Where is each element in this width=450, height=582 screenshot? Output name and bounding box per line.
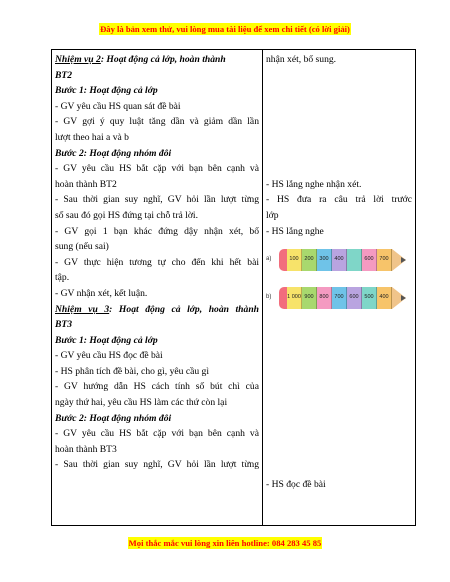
- hotline-banner-text: Mọi thắc mắc vui lòng xin liên hotline: 084 283 45 85: [128, 538, 322, 548]
- text-line: hoàn thành BT3: [55, 443, 117, 455]
- step-2-heading: Bước 2: Hoạt động nhóm đôi: [55, 147, 172, 159]
- task-3-heading: [55, 302, 259, 318]
- text-line: hoàn thành BT2: [55, 178, 117, 190]
- pencil-label: b): [266, 294, 272, 301]
- pencil-tip: [392, 287, 406, 309]
- text-line: - Sau thời gian suy nghĩ, GV hỏi lần lượt từng: [55, 194, 259, 206]
- pencil-tip: [392, 249, 406, 271]
- text-line: - GV gọi 1 bạn khác đứng dậy nhận xét, bổ: [55, 225, 259, 237]
- student-activity-cell: [263, 50, 416, 526]
- pencil-segment: 800: [317, 287, 332, 309]
- text-line: - GV gợi ý quy luật tăng dần và giảm dần lần: [55, 116, 259, 128]
- step-1-heading: Bước 1: Hoạt động cả lớp: [55, 334, 158, 346]
- text-line: - HS phân tích đề bài, cho gì, yêu cầu gì: [55, 365, 209, 377]
- pencil-segment: 300: [317, 249, 332, 271]
- text-line: - HS đưa ra câu trả lời trước: [266, 194, 412, 206]
- text-line: lớp: [266, 209, 279, 221]
- task-2-title-cont: BT2: [55, 69, 73, 81]
- pencil-segment: 600: [347, 287, 362, 309]
- table-row: [52, 50, 416, 526]
- text-line: sung (nếu sai): [55, 241, 109, 253]
- text-line: - GV hướng dẫn HS cách tính số bút chì của: [55, 381, 259, 393]
- text-line: - GV yêu cầu HS bắt cặp với bạn bên cạnh và: [55, 428, 259, 440]
- text-line: - GV yêu cầu HS đọc đề bài: [55, 350, 163, 362]
- text-line: tập.: [55, 272, 70, 284]
- task-2-heading: [55, 52, 259, 68]
- pencil-segment: 400: [377, 287, 392, 309]
- pencil-segment: 200: [302, 249, 317, 271]
- pencil-segment: 700: [377, 249, 392, 271]
- pencil-segment: 900: [302, 287, 317, 309]
- text-line: - HS lắng nghe nhận xét.: [266, 178, 362, 190]
- preview-banner-text: Đây là bản xem thử, vui lòng mua tài liệu để xem chi tiết (có lời giải): [100, 24, 350, 34]
- text-line: số sau đó gọi HS đứng tại chỗ trả lời.: [55, 209, 198, 221]
- task-3-title: : Hoạt động cả lớp, hoàn thành: [109, 303, 259, 315]
- pencil-a: [279, 249, 406, 271]
- pencil-segment: 500: [362, 287, 377, 309]
- pencil-segment: 100: [287, 249, 302, 271]
- task-3-label: Nhiệm vụ 3: [55, 303, 110, 315]
- task-2-label: Nhiệm vụ 2: [55, 54, 101, 65]
- text-line: lượt theo hai a và b: [55, 131, 129, 143]
- text-line: - HS lắng nghe: [266, 225, 324, 237]
- step-1-heading: Bước 1: Hoạt động cả lớp: [55, 85, 158, 97]
- pencil-illustration: [266, 245, 412, 313]
- task-2-title: : Hoạt động cả lớp, hoàn thành: [100, 54, 226, 65]
- step-2-heading: Bước 2: Hoạt động nhóm đôi: [55, 412, 172, 424]
- text-line: - GV thực hiện tương tự cho đến khi hết bài: [55, 256, 259, 268]
- pencil-segment: 1 000: [287, 287, 302, 309]
- pencil-cap: [279, 249, 287, 271]
- pencil-segment: 400: [332, 249, 347, 271]
- preview-banner: [0, 24, 450, 34]
- text-line: nhận xét, bổ sung.: [266, 54, 337, 65]
- pencil-segment: [347, 249, 362, 271]
- pencil-segment: 700: [332, 287, 347, 309]
- pencil-segment: 600: [362, 249, 377, 271]
- text-line: - HS đọc đề bài: [266, 479, 326, 491]
- text-line: - GV yêu cầu HS quan sát đề bài: [55, 100, 181, 112]
- pencil-row-a: [266, 245, 412, 275]
- pencil-label: a): [266, 256, 272, 263]
- teacher-activity-cell: [52, 50, 263, 526]
- pencil-b: [279, 287, 406, 309]
- pencil-row-b: [266, 283, 412, 313]
- lesson-table: [51, 49, 416, 526]
- text-line: - GV nhận xét, kết luận.: [55, 287, 148, 299]
- text-line: - Sau thời gian suy nghĩ, GV hỏi lần lượt từng: [55, 459, 259, 471]
- hotline-banner: [0, 538, 450, 548]
- task-3-title-cont: BT3: [55, 319, 73, 331]
- text-line: - GV yêu cầu HS bắt cặp với bạn bên cạnh và: [55, 163, 259, 175]
- text-line: ngày thứ hai, yêu cầu HS làm các thứ còn lại: [55, 397, 228, 409]
- pencil-cap: [279, 287, 287, 309]
